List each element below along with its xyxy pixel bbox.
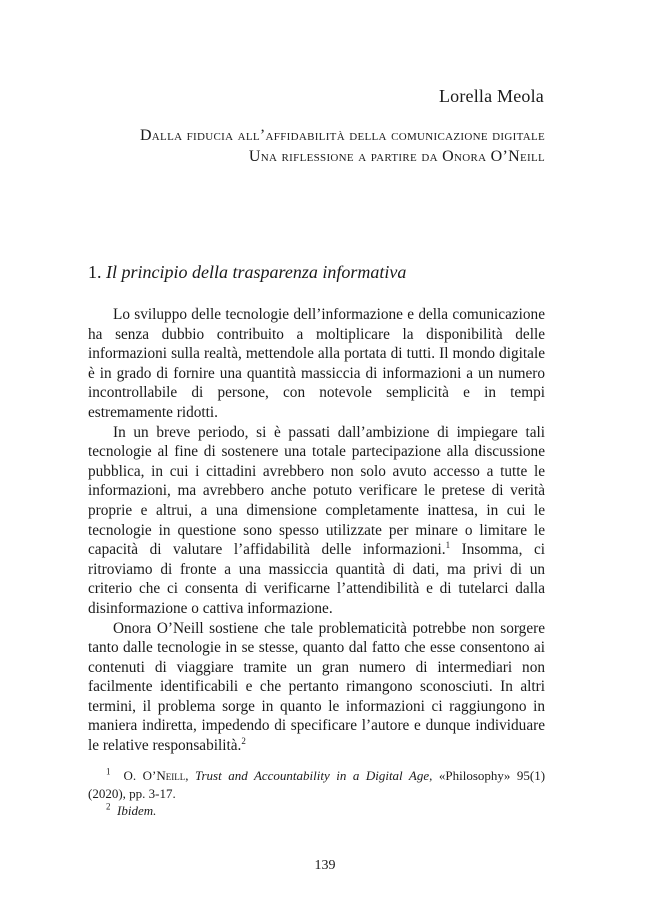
- chapter-title-line-2: Una riflessione a partire da Onora O’Neill: [248, 148, 545, 165]
- footnote-1-author: O. O’Neill: [123, 768, 186, 783]
- footnote-ref-2[interactable]: 2: [241, 735, 246, 746]
- paragraph-2: [88, 423, 545, 619]
- paragraph-1: [88, 305, 545, 423]
- paragraph-3-text: Onora O’Neill sostiene che tale problematicità potrebbe non sorgere tanto dalle tecnologie in se stesse, quanto dal fatto che esse consentono ai contenuti di viaggiare tramite un gran numero di intermediari non facilmente identificabili e che pertanto rimangono sconosciuti. In altri termini, il problema sorge in quanto le informazioni ci raggiungono in maniera indiretta, impedendo di specificare l’autore e dunque individuare le relative responsabilità.: [88, 619, 545, 755]
- section-title: Il principio della trasparenza informativa: [106, 262, 407, 282]
- footnote-2: [88, 802, 545, 820]
- footnote-2-number: 2: [106, 801, 111, 812]
- section-heading: [88, 262, 406, 283]
- page-number: 139: [314, 858, 336, 873]
- paragraph-2-text-a: In un breve periodo, si è passati dall’ambizione di impiegare tali tecnologie al fine di sostenere una totale partecipazione alla discussione pubblica, in cui i cittadini avrebbero non solo avuto accesso a tutte le informazioni, ma avrebbero anche potuto verificare le pretese di verità proprie e altrui, a una dimensione completamente inattesa, in cui le tecnologie in questione sono spesso utilizzate per minare o limitare le capacità di valutare l’affidabilità delle informazioni.: [88, 423, 545, 559]
- body-text: [88, 305, 545, 756]
- footnote-2-text: Ibidem.: [117, 803, 157, 818]
- author-name: Lorella Meola: [438, 86, 544, 106]
- chapter-title-line-1: Dalla fiducia all’affidabilità della comunicazione digitale: [139, 127, 545, 144]
- footnote-1-number: 1: [106, 766, 111, 777]
- section-number: 1.: [88, 262, 102, 282]
- footnote-1: $^1$ O. O’Neill, Trust and Accountability in a Digital Age, «Philosophy» 95(1) (2020), pp. 3-17.: [88, 766, 546, 801]
- footnotes: [88, 767, 545, 820]
- footnote-1-rest: , «Philosophy» 95(1) (2020), pp. 3-17.: [88, 768, 546, 801]
- footnote-1-title: Trust and Accountability in a Digital Age: [194, 768, 430, 783]
- footnote-ref-1[interactable]: 1: [445, 540, 451, 551]
- paragraph-3: [88, 619, 545, 756]
- paragraph-2-text-b: Insomma, ci ritroviamo di fronte a una massiccia quantità di dati, ma privi di un criterio che ci consenta di verificarne l’attendibilità e di tutelarci dalla disinformazione o cattiva informazione.: [88, 541, 545, 617]
- paragraph-1-text: Lo sviluppo delle tecnologie dell’informazione e della comunicazione ha senza dubbio contribuito a moltiplicare la disponibilità delle informazioni sulla realtà, mettendole alla portata di tutti. Il mondo digitale è in grado di fornire una quantità massiccia di informazioni a un numero incontrollabile di persone, con notevole semplicità e in tempi estremamente ridotti.: [88, 306, 545, 421]
